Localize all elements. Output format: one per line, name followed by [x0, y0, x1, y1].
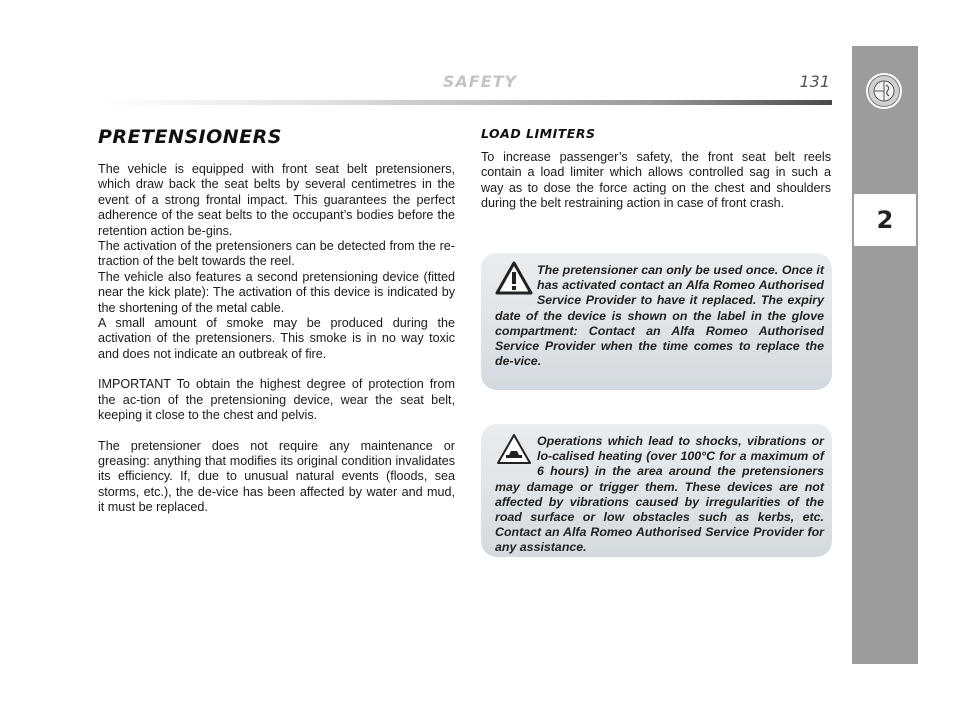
caution-text: Operations which lead to shocks, vibrations or lo-calised heating (over 100°C for a maximum of 6 hours) in the area around the pretensioners may damage or trigger them. These devices are not affected by vibrations caused by irregularities of the road surface or low obstacles such as kerbs, etc. Contact an Alfa Romeo Authorised Service Provider for any assistance. — [495, 434, 824, 555]
page-number: 131 — [799, 72, 830, 91]
chapter-number[interactable]: 2 — [852, 192, 918, 248]
pretensioners-section — [98, 126, 455, 516]
load-limiters-section — [481, 126, 831, 212]
paragraph: A small amount of smoke may be produced during the activation of the pretensioners. This smoke is in no way toxic and does not indicate an outbreak of fire. — [98, 316, 455, 361]
paragraph: The pretensioner does not require any maintenance or greasing: anything that modifies its original condition invalidates its efficiency. If, due to unusual natural events (floods, sea storms, etc.), the de-vice has been affected by water and mud, it must be replaced. — [98, 438, 455, 515]
load-limiters-text: To increase passenger’s safety, the front seat belt reels contain a load limiter which allows controlled sag in such a way as to dose the force acting on the chest and shoulders during the belt restraining action in case of front crash. — [481, 150, 831, 211]
alfa-romeo-logo-icon — [866, 73, 902, 109]
warning-triangle-icon — [495, 261, 533, 295]
header-rule — [100, 100, 832, 105]
caution-box — [481, 424, 832, 557]
chapter-side-tab — [852, 46, 918, 664]
important-paragraph: IMPORTANT To obtain the highest degree of protection from the ac-tion of the pretensioning device, wear the seat belt, keeping it close to the chest and pelvis. — [98, 377, 455, 423]
load-limiters-heading: LOAD LIMITERS — [481, 126, 596, 141]
caution-triangle-icon — [495, 432, 533, 466]
section-title: SAFETY — [442, 72, 518, 91]
paragraph: The activation of the pretensioners can be detected from the re-traction of the belt towards the reel. — [98, 239, 455, 269]
paragraph: The vehicle also features a second pretensioning device (fitted near the kick plate): The activation of this device is indicated by the shortening of the metal cable. — [98, 269, 455, 315]
pretensioners-heading: PRETENSIONERS — [98, 126, 282, 148]
paragraph: The vehicle is equipped with front seat belt pretensioners, which draw back the seat belts by several centimetres in the event of a strong frontal impact. This guarantees the perfect adherence of the seat belts to the occupant’s bodies before the retention action be-gins. — [98, 162, 455, 238]
warning-text: The pretensioner can only be used once. Once it has activated contact an Alfa Romeo Authorised Service Provider to have it replaced. The expiry date of the device is shown on the label in the glove compartment: Contact an Alfa Romeo Authorised Service Provider when the time comes to replace the de-vice. — [495, 263, 824, 369]
warning-box — [481, 253, 832, 390]
